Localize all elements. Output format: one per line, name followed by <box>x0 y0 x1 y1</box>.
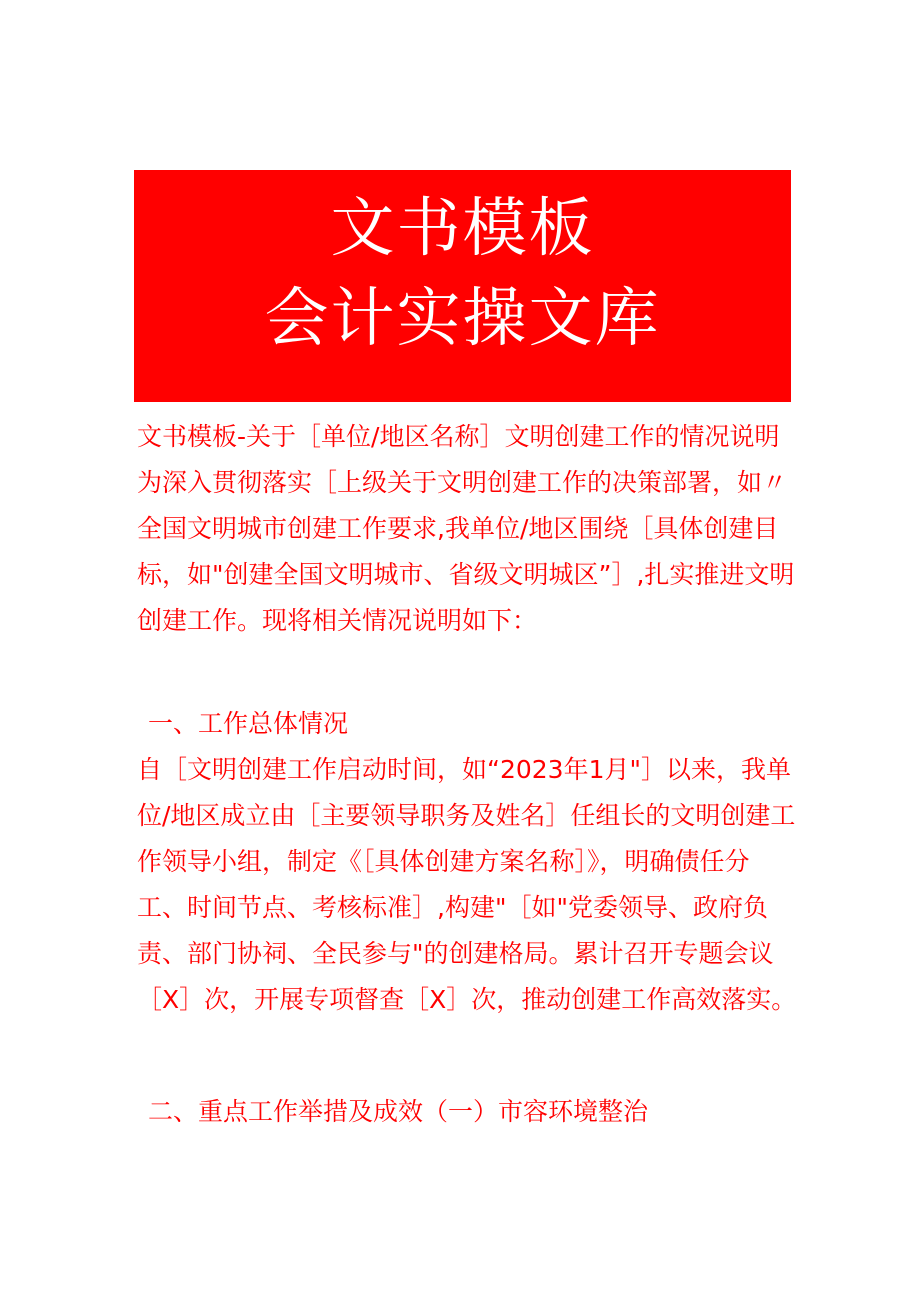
banner-title-line2: 会计实操文库 <box>264 282 661 356</box>
banner-title-line1: 文书模板 <box>330 192 595 266</box>
section1-paragraph: 自［文明创建工作启动时间，如“2023年1月"］以来，我单位/地区成立由［主要领导职务及姓名］任组长的文明创建工作领导小组，制定《［具体创建方案名称］》，明确债任分工、时间节点、考核标准］,构建"［如"党委领导、政府负责、部门协祠、全民参与"的创建格局。累计召开专题会议［X］次，开展专项督查［X］次，推动创建工作高效落实。 <box>137 755 797 1014</box>
section2-heading: 二、重点工作举措及成效（一）市容环境整治 <box>148 1097 649 1126</box>
section1-heading: 一、工作总体情况 <box>148 709 349 738</box>
intro-paragraph: 文书模板-关于［单位/地区名称］文明创建工作的情况说明为深入贯彻落实［上级关于文明创建工作的决策部署，如〃全国文明城市创建工作要求,我单位/地区围绕［具体创建目标，如"创建全国文明城市、省级文明城区”］,扎实推进文明创建工作。现将相关情况说明如下： <box>137 422 795 635</box>
